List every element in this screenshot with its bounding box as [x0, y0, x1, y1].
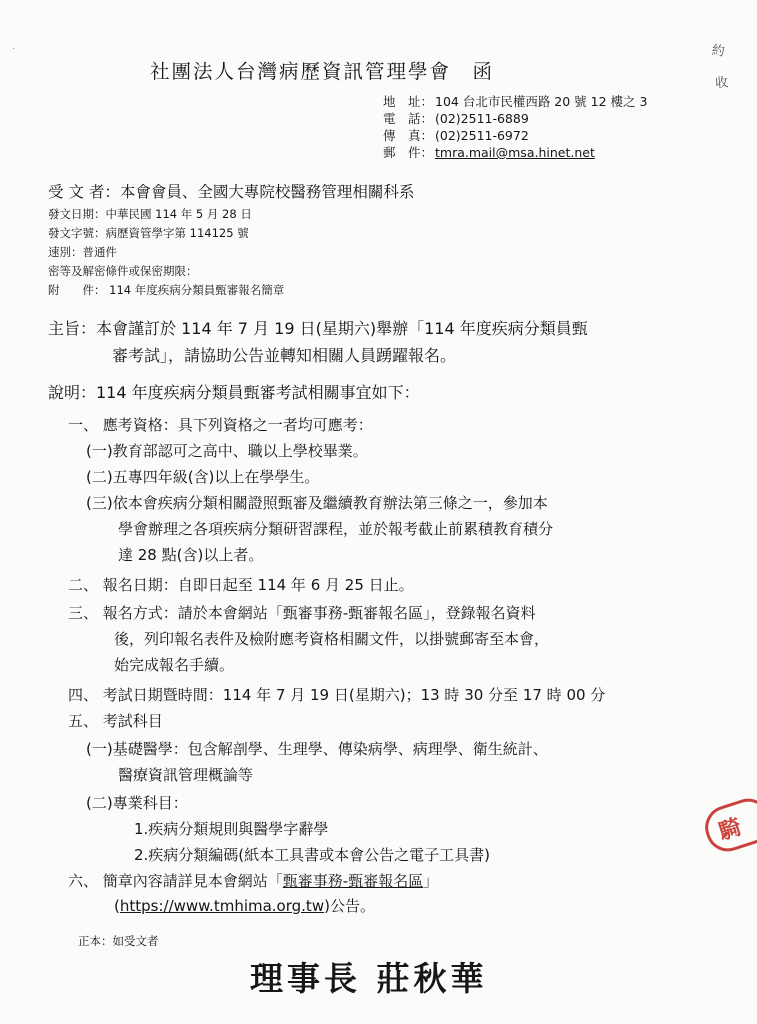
item-3-line-2: 後，列印報名表件及檢附應考資格相關文件，以掛號郵寄至本會，	[114, 630, 550, 648]
item-2: 二、 報名日期：自即日起至 114 年 6 月 25 日止。	[68, 576, 414, 594]
item-5-b-2: 2.疾病分類編碼(紙本工具書或本會公告之電子工具書)	[134, 846, 491, 864]
scan-speck: ·	[12, 44, 16, 55]
item-6-url-line: (https://www.tmhima.org.tw)公告。	[114, 897, 375, 915]
item-1-a: (一)教育部認可之高中、職以上學校畢業。	[86, 442, 368, 460]
recipient: 受 文 者：本會會員、全國大專院校醫務管理相關科系	[48, 183, 415, 201]
item-5-b: (二)專業科目：	[86, 794, 188, 812]
item-3-line-1: 三、 報名方式：請於本會網站「甄審事務-甄審報名區」，登錄報名資料	[68, 604, 536, 622]
secrecy-level: 密等及解密條件或保密期限：	[48, 264, 198, 278]
contact-fax: 傳 真： (02)2511-6972	[383, 128, 529, 143]
email-link[interactable]: tmra.mail@msa.hinet.net	[435, 145, 595, 160]
issue-number: 發文字號：病歷資管學字第 114125 號	[48, 226, 249, 240]
item-1-c-line-3: 達 28 點(含)以上者。	[118, 546, 264, 564]
item-1-b: (二)五專四年級(含)以上在學學生。	[86, 468, 320, 486]
item-5-b-1: 1.疾病分類規則與醫學字辭學	[134, 820, 329, 838]
item-1-c-line-1: (三)依本會疾病分類相關證照甄審及繼續教育辦法第三條之一，參加本	[86, 494, 548, 512]
signature: 理事長 莊秋華	[250, 959, 488, 998]
contact-address: 地 址： 104 台北市民權西路 20 號 12 樓之 3	[383, 94, 648, 109]
red-stamp	[700, 793, 757, 857]
item-5-a-line-1: (一)基礎醫學：包含解剖學、生理學、傳染病學、病理學、衛生統計、	[86, 740, 548, 758]
issue-date: 發文日期：中華民國 114 年 5 月 28 日	[48, 207, 252, 221]
attachment: 附 件： 114 年度疾病分類員甄審報名簡章	[48, 283, 285, 297]
stamp-character: 騎	[715, 814, 745, 846]
item-5: 五、 考試科目	[68, 712, 163, 730]
website-url-link[interactable]: https://www.tmhima.org.tw	[119, 897, 325, 915]
contact-email: 郵 件： tmra.mail@msa.hinet.net	[383, 145, 595, 160]
subject-line-1: 主旨：本會謹訂於 114 年 7 月 19 日(星期六)舉辦「114 年度疾病分類員甄	[48, 319, 588, 338]
item-5-a-line-2: 醫療資訊管理概論等	[118, 766, 254, 784]
item-3-line-3: 始完成報名手續。	[114, 656, 235, 674]
site-section-link[interactable]: 甄審事務-甄審報名區	[282, 872, 424, 890]
item-6: 六、 簡章內容請詳見本會網站「甄審事務-甄審報名區」	[68, 872, 439, 890]
letterhead-title: 社團法人台灣病歷資訊管理學會 函	[150, 60, 495, 83]
handwritten-note-b: 收	[714, 75, 729, 92]
subject-line-2: 審考試」，請協助公告並轉知相關人員踴躍報名。	[112, 346, 457, 365]
copy-to: 正本：如受文者	[78, 934, 159, 948]
handwritten-note-a: 約	[710, 43, 726, 60]
item-4: 四、 考試日期暨時間：114 年 7 月 19 日(星期六)；13 時 30 分至 17 時 00 分	[68, 686, 606, 704]
item-1: 一、 應考資格：具下列資格之一者均可應考：	[68, 416, 373, 434]
speed-class: 速別：普通件	[48, 245, 117, 259]
explanation-intro: 說明：114 年度疾病分類員甄審考試相關事宜如下：	[48, 383, 420, 402]
contact-phone: 電 話： (02)2511-6889	[383, 111, 529, 126]
item-1-c-line-2: 學會辦理之各項疾病分類研習課程，並於報考截止前累積教育積分	[118, 520, 554, 538]
